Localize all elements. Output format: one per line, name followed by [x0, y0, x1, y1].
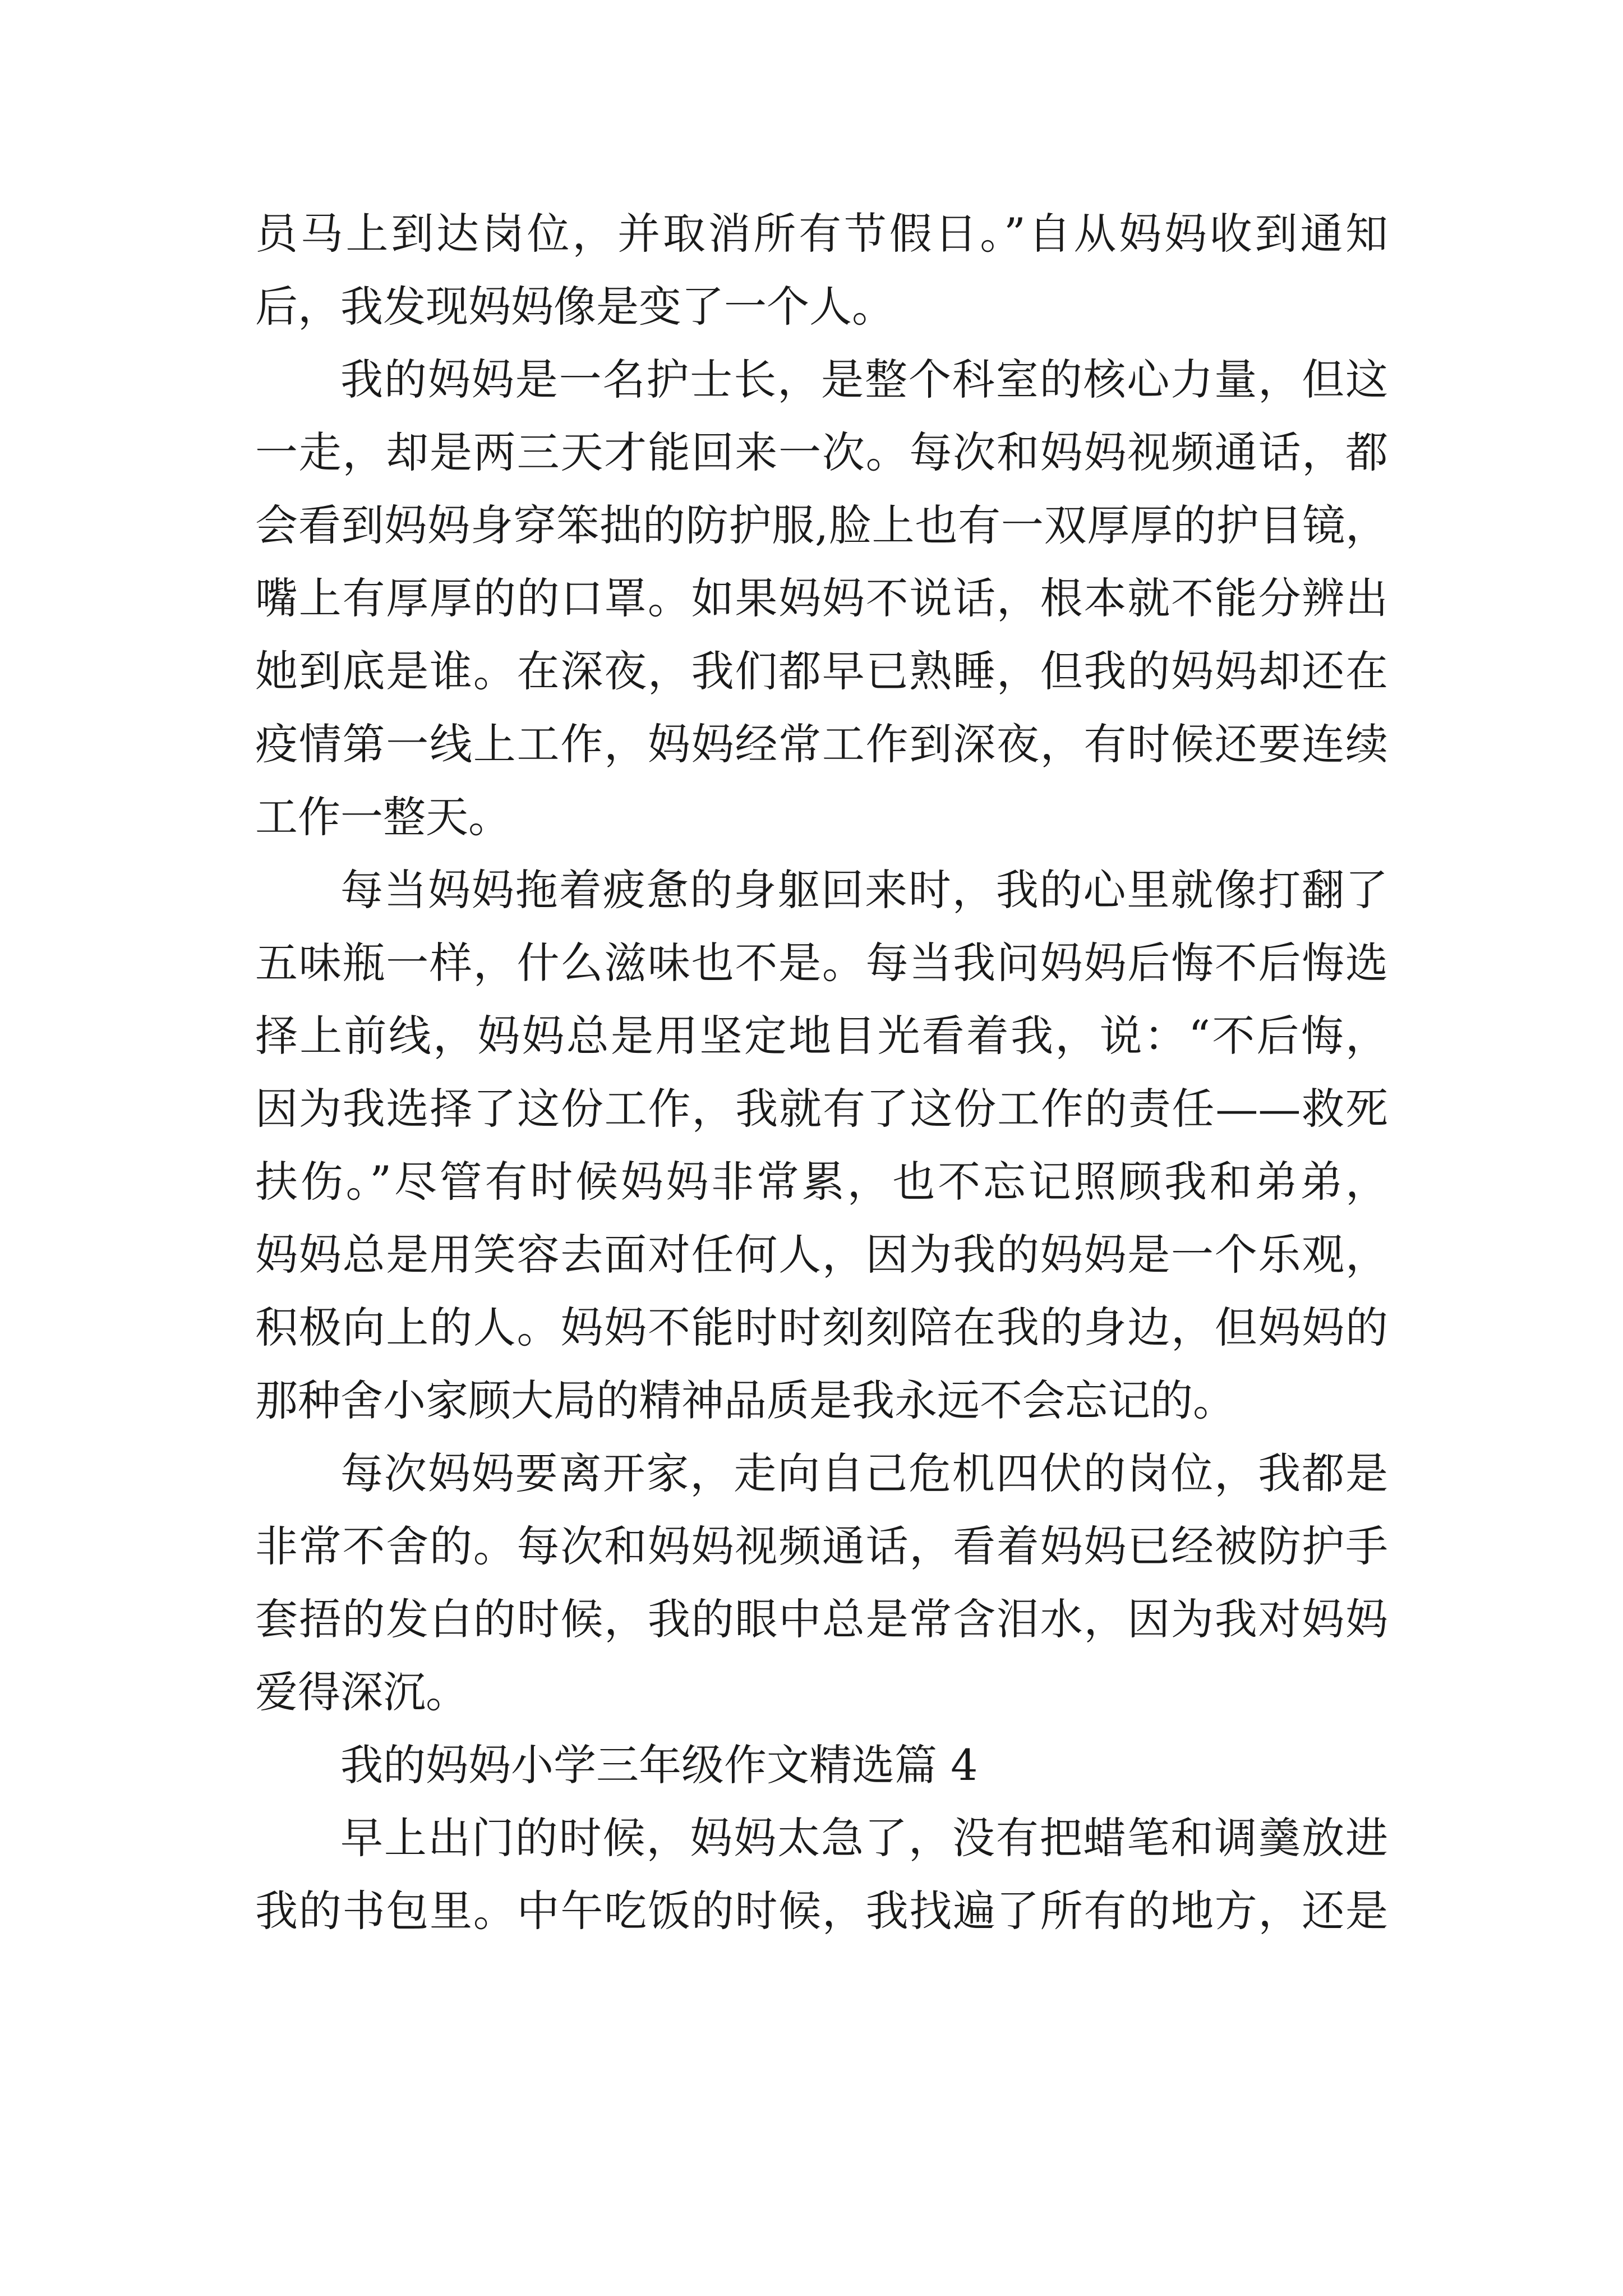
- text-line: 员马上到达岗位，并取消所有节假日。”自从妈妈收到通知: [255, 209, 1388, 259]
- text-line: 因为我选择了这份工作，我就有了这份工作的责任——救死: [255, 1084, 1388, 1134]
- text-line: 会看到妈妈身穿笨拙的防护服,脸上也有一双厚厚的护目镜，: [255, 500, 1388, 550]
- body-text: [255, 197, 1388, 1948]
- text-line: 一走，却是两三天才能回来一次。每次和妈妈视频通话，都: [255, 427, 1388, 477]
- text-line: 她到底是谁。在深夜，我们都早已熟睡，但我的妈妈却还在: [255, 646, 1388, 696]
- text-line: 我的书包里。中午吃饭的时候，我找遍了所有的地方，还是: [255, 1886, 1388, 1936]
- text-line: 非常不舍的。每次和妈妈视频通话，看着妈妈已经被防护手: [255, 1521, 1388, 1571]
- text-line: 工作一整天。: [255, 792, 511, 842]
- text-line: 扶伤。”尽管有时候妈妈非常累，也不忘记照顾我和弟弟，: [255, 1157, 1388, 1207]
- text-line: 妈妈总是用笑容去面对任何人，因为我的妈妈是一个乐观，: [255, 1230, 1388, 1280]
- text-line: 每次妈妈要离开家，走向自己危机四伏的岗位，我都是: [340, 1448, 1388, 1498]
- text-line: 后，我发现妈妈像是变了一个人。: [255, 282, 895, 332]
- text-line: 套捂的发白的时候，我的眼中总是常含泪水，因为我对妈妈: [255, 1594, 1388, 1644]
- text-line: 爱得深沉。: [255, 1667, 468, 1717]
- text-line: 每当妈妈拖着疲惫的身躯回来时，我的心里就像打翻了: [340, 865, 1388, 915]
- text-line: 五味瓶一样，什么滋味也不是。每当我问妈妈后悔不后悔选: [255, 938, 1388, 988]
- text-line: 择上前线，妈妈总是用坚定地目光看着我，说：“不后悔，: [255, 1011, 1388, 1061]
- text-line: 疫情第一线上工作，妈妈经常工作到深夜，有时候还要连续: [255, 719, 1388, 769]
- text-line: 我的妈妈是一名护士长，是整个科室的核心力量，但这: [340, 355, 1388, 404]
- text-line: 我的妈妈小学三年级作文精选篇 4: [340, 1740, 978, 1790]
- text-line: 那种舍小家顾大局的精神品质是我永远不会忘记的。: [255, 1375, 1235, 1425]
- text-line: 积极向上的人。妈妈不能时时刻刻陪在我的身边，但妈妈的: [255, 1303, 1388, 1352]
- text-line: 早上出门的时候，妈妈太急了，没有把蜡笔和调羹放进: [340, 1813, 1388, 1863]
- text-line: 嘴上有厚厚的的口罩。如果妈妈不说话，根本就不能分辨出: [255, 573, 1388, 623]
